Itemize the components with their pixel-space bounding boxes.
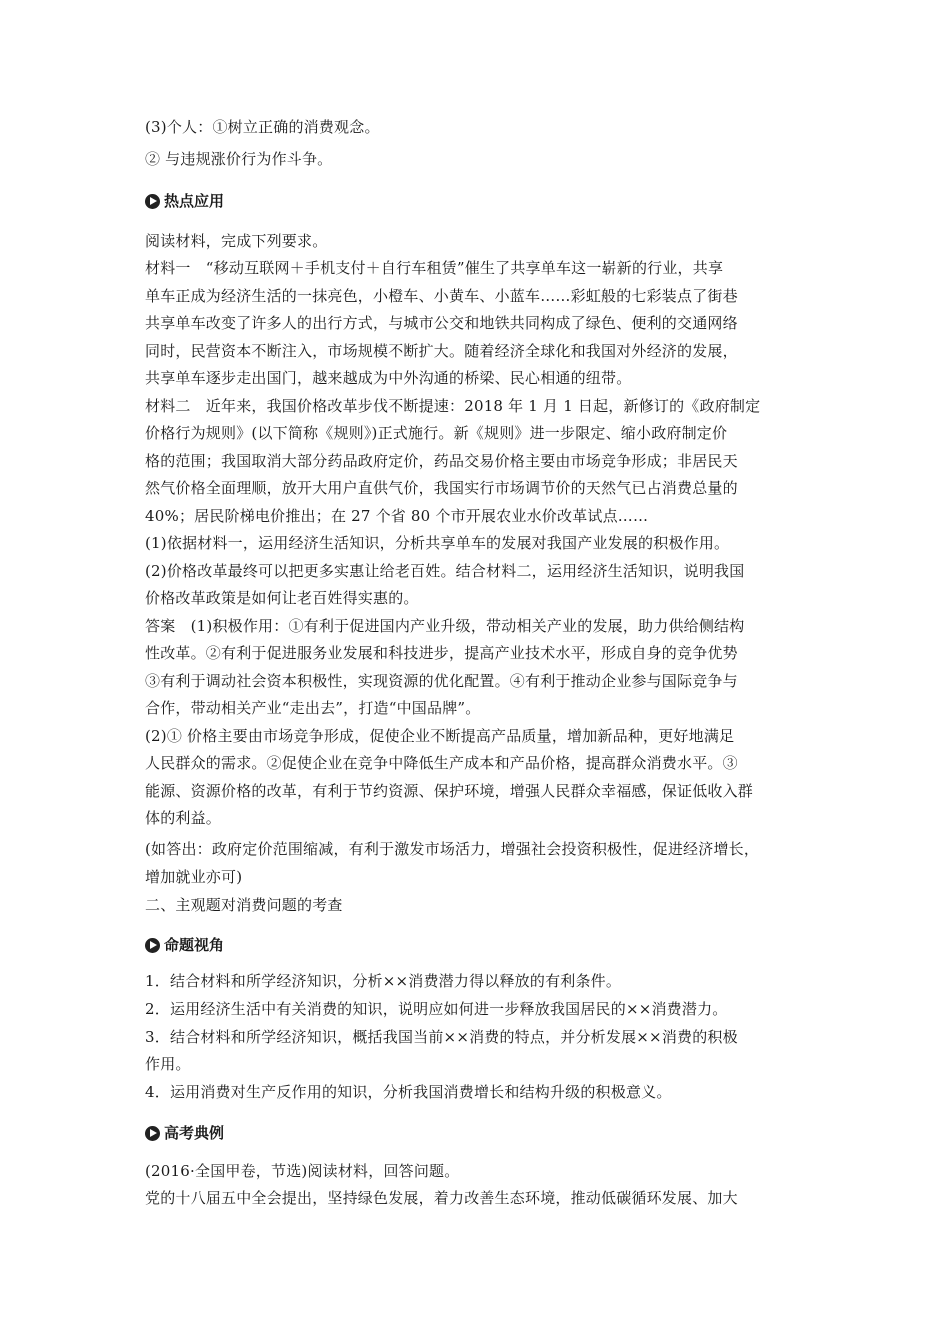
text-line: (2016·全国甲卷，节选)阅读材料，回答问题。	[145, 1162, 460, 1180]
list-item: 3．结合材料和所学经济知识，概括我国当前××消费的特点，并分析发展××消费的积极	[145, 1028, 738, 1046]
text-line: 党的十八届五中全会提出，坚持绿色发展，着力改善生态环境，推动低碳循环发展、加大	[145, 1189, 738, 1207]
text-line: 能源、资源价格的改革，有利于节约资源、保护环境，增强人民群众幸福感，保证低收入群	[145, 782, 754, 800]
section-heading-label: 命题视角	[164, 936, 225, 954]
text-line: (2)① 价格主要由市场竞争形成，促使企业不断提高产品质量，增加新品种，更好地满足	[145, 727, 735, 745]
text-line: 40%；居民阶梯电价推出；在 27 个省 80 个市开展农业水价改革试点……	[145, 507, 649, 525]
text-line: 格的范围；我国取消大部分药品政府定价，药品交易价格主要由市场竞争形成；非居民天	[145, 452, 738, 470]
section-heading-label: 高考典例	[164, 1124, 225, 1142]
text-line: 二、主观题对消费问题的考查	[145, 896, 343, 914]
text-line: 材料二 近年来，我国价格改革步伐不断提速：2018 年 1 月 1 日起，新修订的《政府制定	[145, 397, 761, 415]
text-line: 体的利益。	[145, 809, 222, 827]
text-line: 共享单车改变了许多人的出行方式，与城市公交和地铁共同构成了绿色、便利的交通网络	[145, 314, 738, 332]
text-line: 阅读材料，完成下列要求。	[145, 232, 328, 250]
section-heading-label: 热点应用	[164, 192, 225, 210]
play-circle-icon	[145, 194, 160, 209]
text-line: ③有利于调动社会资本积极性，实现资源的优化配置。④有利于推动企业参与国际竞争与	[145, 672, 738, 690]
text-line: (3)个人：①树立正确的消费观念。	[145, 118, 380, 136]
text-line: 价格行为规则》(以下简称《规则》)正式施行。新《规则》进一步限定、缩小政府制定价	[145, 424, 728, 442]
text-line: 人民群众的需求。②促使企业在竞争中降低生产成本和产品价格，提高群众消费水平。③	[145, 754, 738, 772]
text-line: (2)价格改革最终可以把更多实惠让给老百姓。结合材料二，运用经济生活知识，说明我国	[145, 562, 745, 580]
play-circle-icon	[145, 1126, 160, 1141]
text-line: 价格改革政策是如何让老百姓得实惠的。	[145, 589, 419, 607]
text-line: 增加就业亦可)	[145, 868, 243, 886]
text-line: (1)依据材料一，运用经济生活知识，分析共享单车的发展对我国产业发展的积极作用。	[145, 534, 730, 552]
list-item: 作用。	[145, 1055, 191, 1073]
text-line: 共享单车逐步走出国门，越来越成为中外沟通的桥梁、民心相通的纽带。	[145, 369, 632, 387]
text-line: 材料一 “移动互联网＋手机支付＋自行车租赁”催生了共享单车这一崭新的行业，共享	[145, 259, 724, 277]
section-heading-exam-example	[145, 1122, 224, 1144]
text-line: 然气价格全面理顺，放开大用户直供气价，我国实行市场调节价的天然气已占消费总量的	[145, 479, 738, 497]
text-line: ② 与违规涨价行为作斗争。	[145, 150, 333, 168]
text-line: 答案 (1)积极作用：①有利于促进国内产业升级，带动相关产业的发展，助力供给侧结构	[145, 617, 745, 635]
text-line: 性改革。②有利于促进服务业发展和科技进步，提高产业技术水平，形成自身的竞争优势	[145, 644, 738, 662]
list-item: 4．运用消费对生产反作用的知识，分析我国消费增长和结构升级的积极意义。	[145, 1083, 672, 1101]
text-line: 合作，带动相关产业“走出去”，打造“中国品牌”。	[145, 699, 481, 717]
list-item: 2．运用经济生活中有关消费的知识，说明应如何进一步释放我国居民的××消费潜力。	[145, 1000, 728, 1018]
play-circle-icon	[145, 938, 160, 953]
section-heading-question-perspective	[145, 934, 224, 956]
list-item: 1．结合材料和所学经济知识，分析××消费潜力得以释放的有利条件。	[145, 972, 622, 990]
text-line: 同时，民营资本不断注入，市场规模不断扩大。随着经济全球化和我国对外经济的发展，	[145, 342, 738, 360]
text-line: 单车正成为经济生活的一抹亮色，小橙车、小黄车、小蓝车……彩虹般的七彩装点了街巷	[145, 287, 738, 305]
section-heading-hot-application	[145, 190, 224, 212]
text-line: (如答出：政府定价范围缩减，有利于激发市场活力，增强社会投资积极性，促进经济增长，	[145, 840, 760, 858]
